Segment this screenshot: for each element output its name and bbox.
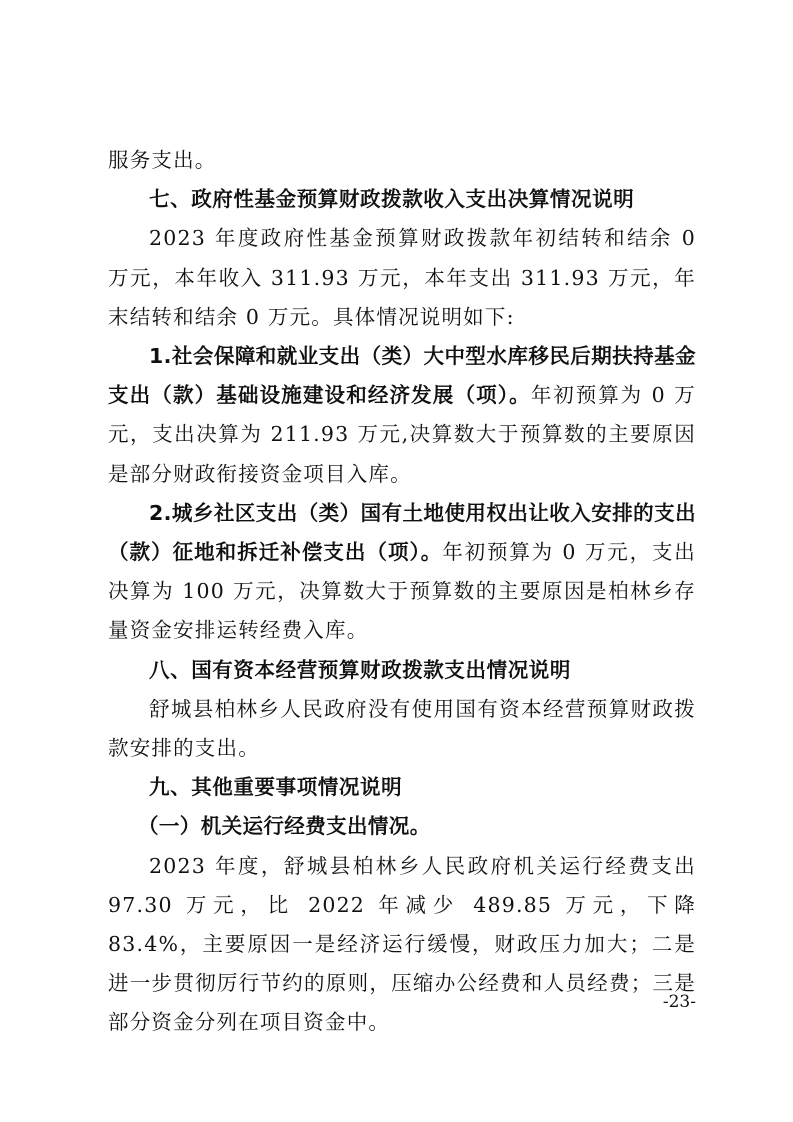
item-1-text: 年初预算为 0 万元，支出决算为 211.93 万元,决算数大于预算数的主要原因是部分财政衔接资金项目入库。	[108, 383, 696, 486]
item-1	[108, 337, 696, 494]
section-8-heading: 八、国有资本经营预算财政拨款支出情况说明	[149, 657, 571, 682]
page-number: -23-	[662, 992, 696, 1012]
paragraph-continuation: 服务支出。	[108, 148, 217, 172]
section-8-body: 舒城县柏林乡人民政府没有使用国有资本经营预算财政拨款安排的支出。	[108, 696, 696, 761]
section-7-body: 2023 年度政府性基金预算财政拨款年初结转和结余 0 万元，本年收入 311.93 万元，本年支出 311.93 万元，年末结转和结余 0 万元。具体情况说明如下:	[108, 226, 696, 329]
section-9-subheading: （一）机关运行经费支出情况。	[138, 814, 431, 839]
section-9-body: 2023 年度，舒城县柏林乡人民政府机关运行经费支出 97.30 万元，比 2022 年减少 489.85 万元，下降 83.4%，主要原因一是经济运行缓慢，财政压力加大；二是进一步贯彻厉行节约的原则，压缩办公经费和人员经费；三是部分资金分列在项目资金中。	[108, 853, 696, 1035]
item-2-title: 2.城乡社区支出（类）国有土地使用权出让收入安排的支出（款）征地和拆迁补偿支出（项）。	[108, 500, 696, 565]
item-2-text: 年初预算为 0 万元，支出决算为 100 万元，决算数大于预算数的主要原因是柏林乡存量资金安排运转经费入库。	[108, 540, 696, 643]
document-body	[108, 141, 696, 1043]
section-7-heading: 七、政府性基金预算财政拨款收入支出决算情况说明	[149, 187, 635, 212]
item-1-title: 1.社会保障和就业支出（类）大中型水库移民后期扶持基金支出（款）基础设施建设和经济发展（项）。	[108, 344, 696, 408]
item-2	[108, 494, 696, 651]
section-9-heading: 九、其他重要事项情况说明	[149, 775, 403, 800]
